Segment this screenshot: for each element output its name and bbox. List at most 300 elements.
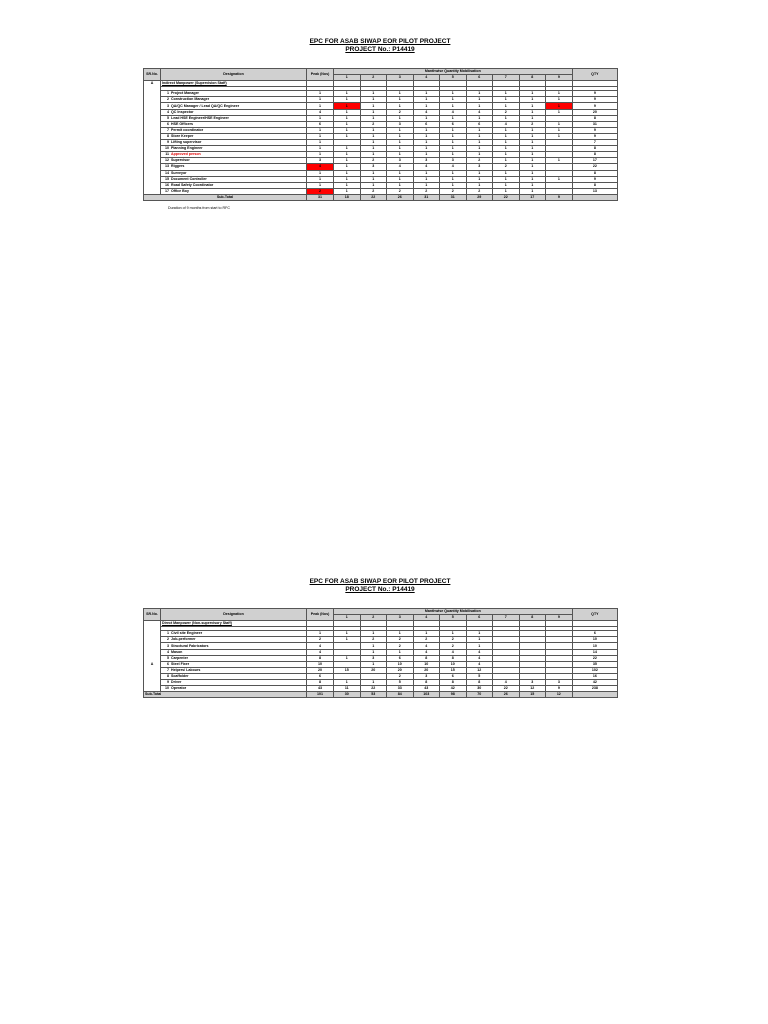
qty-cell: 9 <box>572 97 618 103</box>
peak-cell: 4 <box>307 649 334 655</box>
month-cell: 1 <box>360 103 387 109</box>
sr-cell: A <box>144 661 161 667</box>
month-header: 9 <box>546 615 573 621</box>
row-number: 11 <box>165 152 169 157</box>
month-cell: 1 <box>413 127 440 133</box>
month-cell: 1 <box>519 188 546 194</box>
month-cell: 1 <box>493 97 520 103</box>
month-cell: 1 <box>493 182 520 188</box>
row-number: 5 <box>167 115 169 120</box>
header-sr-no: SR.No. <box>144 69 161 81</box>
month-cell: 1 <box>466 643 493 649</box>
month-cell: 1 <box>413 176 440 182</box>
subtotal-month-cell: 29 <box>466 194 493 200</box>
month-cell: 1 <box>466 637 493 643</box>
month-cell: 2 <box>387 109 414 115</box>
qty-cell: 8 <box>572 146 618 152</box>
row-number: 8 <box>167 133 169 138</box>
month-header: 1 <box>334 615 361 621</box>
month-cell: 1 <box>387 649 414 655</box>
section-letter: A <box>144 81 161 87</box>
peak-cell: 1 <box>307 97 334 103</box>
month-cell: 1 <box>493 188 520 194</box>
month-cell: 1 <box>334 127 361 133</box>
month-cell: 1 <box>334 170 361 176</box>
designation-name: Lifting supervisor <box>171 140 202 145</box>
month-cell: 1 <box>360 661 387 667</box>
month-cell: 2 <box>360 188 387 194</box>
month-cell: 2 <box>360 121 387 127</box>
month-cell: 1 <box>360 631 387 637</box>
month-cell: 1 <box>546 176 573 182</box>
qty-cell: 42 <box>572 680 618 686</box>
month-cell: 2 <box>519 121 546 127</box>
month-cell: 1 <box>440 631 467 637</box>
month-cell: 10 <box>413 661 440 667</box>
month-cell: 1 <box>413 182 440 188</box>
month-cell: 3 <box>360 655 387 661</box>
peak-cell: 4 <box>307 643 334 649</box>
sheet2-title: EPC FOR ASAB SIWAP EOR PILOT PROJECT <box>309 578 451 585</box>
month-cell: 1 <box>387 146 414 152</box>
qty-cell: 14 <box>572 649 618 655</box>
month-header: 9 <box>546 75 573 81</box>
month-cell: 1 <box>413 170 440 176</box>
peak-cell: 1 <box>307 103 334 109</box>
peak-cell: 3 <box>307 158 334 164</box>
month-cell: 20 <box>360 667 387 673</box>
month-cell: 1 <box>466 170 493 176</box>
peak-cell: 1 <box>307 91 334 97</box>
month-cell: 2 <box>387 188 414 194</box>
qty-cell: 7 <box>572 140 618 146</box>
month-cell: 1 <box>334 655 361 661</box>
month-cell: 3 <box>387 158 414 164</box>
month-cell: 2 <box>440 643 467 649</box>
month-cell: 1 <box>519 91 546 97</box>
month-cell: 1 <box>493 140 520 146</box>
month-cell: 1 <box>360 146 387 152</box>
month-cell: 1 <box>466 103 493 109</box>
month-cell: 1 <box>519 176 546 182</box>
designation-name: Store Keeper <box>171 133 194 138</box>
subtotal-peak: 31 <box>307 194 334 200</box>
qty-cell: 22 <box>572 655 618 661</box>
peak-cell: 20 <box>307 667 334 673</box>
month-cell: 1 <box>334 176 361 182</box>
month-cell: 1 <box>334 152 361 158</box>
peak-cell: 1 <box>307 140 334 146</box>
peak-cell: 1 <box>307 127 334 133</box>
subtotal-month-cell: 18 <box>334 194 361 200</box>
month-cell: 1 <box>360 643 387 649</box>
peak-cell: 6 <box>307 673 334 679</box>
designation-name: Steel Fixer <box>171 661 190 666</box>
month-cell: 1 <box>360 176 387 182</box>
qty-cell: 9 <box>572 91 618 97</box>
month-cell: 1 <box>546 133 573 139</box>
peak-cell: 8 <box>307 655 334 661</box>
subtotal-peak: 101 <box>307 692 334 698</box>
qty-cell: 8 <box>572 152 618 158</box>
peak-cell: 1 <box>307 146 334 152</box>
qty-cell: 9 <box>572 127 618 133</box>
month-cell: 1 <box>519 170 546 176</box>
month-cell: 22 <box>493 686 520 692</box>
month-cell: 2 <box>387 643 414 649</box>
month-cell: 4 <box>440 649 467 655</box>
peak-cell: 2 <box>307 188 334 194</box>
month-cell: 1 <box>334 91 361 97</box>
qty-cell: 8 <box>572 170 618 176</box>
month-cell: 6 <box>413 121 440 127</box>
month-cell: 1 <box>440 170 467 176</box>
month-header: 4 <box>413 75 440 81</box>
month-cell: 3 <box>413 158 440 164</box>
sheet1-body <box>144 81 618 201</box>
month-header: 6 <box>466 615 493 621</box>
month-cell: 1 <box>440 127 467 133</box>
month-cell: 1 <box>519 109 546 115</box>
subtotal-month-cell: 70 <box>466 692 493 698</box>
month-header: 7 <box>493 75 520 81</box>
peak-cell: 4 <box>307 109 334 115</box>
month-cell: 1 <box>493 158 520 164</box>
month-cell: 1 <box>334 680 361 686</box>
month-cell: 1 <box>387 182 414 188</box>
row-number: 8 <box>167 673 169 678</box>
month-cell: 1 <box>387 176 414 182</box>
month-cell: 1 <box>440 133 467 139</box>
section-title: Indirect Manpower (Supervision Staff) <box>161 81 307 87</box>
month-cell: 1 <box>466 182 493 188</box>
month-cell: 1 <box>466 115 493 121</box>
month-header: 2 <box>360 615 387 621</box>
month-cell: 8 <box>413 655 440 661</box>
month-cell: 2 <box>387 673 414 679</box>
month-cell: 3 <box>413 673 440 679</box>
header-sr-no: SR.No. <box>144 609 161 621</box>
month-cell: 1 <box>493 103 520 109</box>
month-cell: 1 <box>334 164 361 170</box>
month-cell: 1 <box>387 631 414 637</box>
designation-name: Office Boy <box>171 188 189 193</box>
month-cell: 2 <box>440 637 467 643</box>
month-cell: 1 <box>387 91 414 97</box>
month-cell: 1 <box>360 182 387 188</box>
month-cell: 1 <box>466 97 493 103</box>
qty-cell: 31 <box>572 121 618 127</box>
month-cell: 1 <box>360 97 387 103</box>
month-cell: 4 <box>440 164 467 170</box>
peak-cell: 1 <box>307 152 334 158</box>
month-header: 8 <box>519 615 546 621</box>
subtotal-month-cell: 31 <box>413 194 440 200</box>
designation-name: Carpenter <box>171 655 188 660</box>
month-cell: 1 <box>387 170 414 176</box>
designation-name: Permit coordinator <box>171 127 204 132</box>
month-cell: 1 <box>360 680 387 686</box>
header-designation: Designation <box>161 609 307 621</box>
qty-cell: 10 <box>572 637 618 643</box>
subtotal-month-cell: 15 <box>519 692 546 698</box>
month-cell: 1 <box>493 170 520 176</box>
month-header: 8 <box>519 75 546 81</box>
month-cell: 1 <box>334 146 361 152</box>
month-cell: 5 <box>387 680 414 686</box>
month-cell: 11 <box>334 686 361 692</box>
month-cell: 1 <box>519 146 546 152</box>
row-number: 2 <box>167 97 169 102</box>
month-cell: 3 <box>387 121 414 127</box>
subtotal-month-cell: 31 <box>440 194 467 200</box>
month-cell: 2 <box>360 158 387 164</box>
month-cell: 4 <box>413 649 440 655</box>
month-cell: 1 <box>334 121 361 127</box>
month-cell: 2 <box>360 637 387 643</box>
designation-name: QA/QC Manager / Lead QA/QC Engineer <box>171 103 240 108</box>
qty-cell: 9 <box>572 133 618 139</box>
designation-name: Construction Manager <box>171 97 210 102</box>
row-number: 5 <box>167 655 169 660</box>
month-cell: 1 <box>387 152 414 158</box>
qty-cell: 9 <box>572 176 618 182</box>
month-cell: 4 <box>413 109 440 115</box>
month-cell: 8 <box>440 655 467 661</box>
peak-cell: 1 <box>307 631 334 637</box>
month-cell: 2 <box>493 109 520 115</box>
header-peak: Peak (Nos) <box>307 69 334 81</box>
month-cell: 2 <box>413 637 440 643</box>
header-monthwise: Manthwise Quantity Mobilisation <box>334 609 573 615</box>
month-header: 3 <box>387 75 414 81</box>
peak-cell: 43 <box>307 686 334 692</box>
row-number: 7 <box>167 667 169 672</box>
month-cell: 1 <box>519 152 546 158</box>
peak-cell: 10 <box>307 661 334 667</box>
peak-cell: 1 <box>307 133 334 139</box>
month-cell: 1 <box>493 146 520 152</box>
peak-cell: 1 <box>307 115 334 121</box>
month-cell: 1 <box>413 91 440 97</box>
designation-name: Driver <box>171 680 182 685</box>
month-header: 3 <box>387 615 414 621</box>
month-cell: 1 <box>546 127 573 133</box>
qty-cell: 9 <box>572 103 618 109</box>
designation-name: HSE Officers <box>171 121 193 126</box>
month-header: 7 <box>493 615 520 621</box>
month-cell: 1 <box>413 115 440 121</box>
month-cell: 1 <box>519 182 546 188</box>
month-cell: 1 <box>546 91 573 97</box>
subtotal-month-cell: 53 <box>360 692 387 698</box>
month-cell: 1 <box>440 152 467 158</box>
month-header: 1 <box>334 75 361 81</box>
month-cell: 1 <box>334 97 361 103</box>
month-cell: 10 <box>440 661 467 667</box>
month-cell: 1 <box>440 103 467 109</box>
row-number: 3 <box>167 103 169 108</box>
month-cell: 15 <box>334 667 361 673</box>
month-cell: 1 <box>360 115 387 121</box>
designation-name: Surveyor <box>171 170 187 175</box>
month-cell: 1 <box>519 164 546 170</box>
month-cell: 1 <box>493 133 520 139</box>
month-cell: 1 <box>440 140 467 146</box>
row-number: 7 <box>167 127 169 132</box>
header-peak: Peak (Nos) <box>307 609 334 621</box>
month-cell: 9 <box>546 686 573 692</box>
month-cell: 1 <box>519 158 546 164</box>
month-cell: 1 <box>413 140 440 146</box>
row-number: 3 <box>167 643 169 648</box>
header-qty: QTY <box>572 69 618 81</box>
month-header: 4 <box>413 615 440 621</box>
designation-name: QC Inspector <box>171 109 194 114</box>
month-header: 5 <box>440 615 467 621</box>
month-cell: 4 <box>493 680 520 686</box>
month-cell: 1 <box>387 115 414 121</box>
month-cell: 2 <box>493 164 520 170</box>
subtotal-month-cell: 84 <box>387 692 414 698</box>
qty-cell: 238 <box>572 686 618 692</box>
month-cell: 1 <box>360 127 387 133</box>
month-cell: 8 <box>413 680 440 686</box>
row-number: 4 <box>167 109 169 114</box>
designation-name: Approved person <box>171 152 201 157</box>
month-header: 6 <box>466 75 493 81</box>
month-cell: 1 <box>519 133 546 139</box>
month-cell: 1 <box>387 97 414 103</box>
month-cell: 3 <box>466 164 493 170</box>
peak-cell: 8 <box>307 680 334 686</box>
month-cell: 4 <box>440 109 467 115</box>
month-cell: 20 <box>413 667 440 673</box>
subtotal-label: Sub-Total <box>144 692 307 698</box>
month-cell: 4 <box>387 164 414 170</box>
month-cell: 2 <box>413 188 440 194</box>
subtotal-qty <box>572 692 618 698</box>
month-cell: 1 <box>440 115 467 121</box>
month-cell: 12 <box>519 686 546 692</box>
peak-cell: 4 <box>307 164 334 170</box>
row-number: 14 <box>165 170 169 175</box>
month-cell: 8 <box>440 680 467 686</box>
month-cell: 1 <box>387 127 414 133</box>
month-cell: 4 <box>466 661 493 667</box>
month-cell: 1 <box>334 103 361 109</box>
month-cell: 1 <box>466 146 493 152</box>
designation-name: Riggers <box>171 164 185 169</box>
row-number: 16 <box>165 182 169 187</box>
month-cell: 5 <box>466 673 493 679</box>
designation-name: Job-performer <box>171 637 196 642</box>
subtotal-month-cell: 22 <box>493 194 520 200</box>
month-cell: 1 <box>360 152 387 158</box>
designation-name: Road Safety Coordinator <box>171 182 214 187</box>
sheet2-project-number: PROJECT No.: P14419 <box>345 586 415 593</box>
peak-cell: 6 <box>307 121 334 127</box>
month-cell: 12 <box>466 667 493 673</box>
row-number: 1 <box>167 91 169 96</box>
month-cell: 1 <box>519 127 546 133</box>
qty-cell: 13 <box>572 188 618 194</box>
month-cell: 2 <box>466 158 493 164</box>
subtotal-month-cell: 30 <box>334 692 361 698</box>
designation-name: Helpers/ Labours <box>171 667 201 672</box>
header-designation: Designation <box>161 69 307 81</box>
peak-cell: 2 <box>307 637 334 643</box>
month-cell: 20 <box>387 667 414 673</box>
month-header: 2 <box>360 75 387 81</box>
month-cell: 1 <box>493 115 520 121</box>
month-cell: 2 <box>387 637 414 643</box>
month-cell: 10 <box>387 661 414 667</box>
month-cell: 4 <box>413 164 440 170</box>
month-cell: 2 <box>466 188 493 194</box>
month-cell: 1 <box>360 109 387 115</box>
row-number: 1 <box>167 631 169 636</box>
month-cell: 8 <box>466 680 493 686</box>
subtotal-row <box>144 194 618 200</box>
month-cell: 1 <box>360 140 387 146</box>
month-cell: 6 <box>387 655 414 661</box>
qty-cell: 20 <box>572 109 618 115</box>
month-cell: 3 <box>519 680 546 686</box>
month-cell: 1 <box>466 91 493 97</box>
month-cell: 1 <box>387 133 414 139</box>
row-number: 15 <box>165 176 169 181</box>
month-cell: 1 <box>546 158 573 164</box>
month-cell: 1 <box>493 127 520 133</box>
designation-name: Structural Fabricators <box>171 643 209 648</box>
month-cell: 4 <box>413 643 440 649</box>
month-cell: 1 <box>440 97 467 103</box>
month-cell: 1 <box>334 182 361 188</box>
subtotal-qty <box>572 194 618 200</box>
month-cell: 1 <box>546 97 573 103</box>
subtotal-month-cell: 17 <box>519 194 546 200</box>
designation-name: Mason <box>171 649 183 654</box>
month-cell: 4 <box>466 109 493 115</box>
row-number: 9 <box>167 680 169 685</box>
month-cell: 1 <box>413 97 440 103</box>
qty-cell: 22 <box>572 164 618 170</box>
section-title: Direct Manpower (Non-supervisory Staff) <box>161 621 307 627</box>
month-cell: 1 <box>493 152 520 158</box>
sheet1-project-number: PROJECT No.: P14419 <box>345 46 415 53</box>
month-cell: 1 <box>334 637 361 643</box>
row-number: 6 <box>167 661 169 666</box>
qty-cell: 6 <box>572 631 618 637</box>
row-number: 9 <box>167 140 169 145</box>
month-cell: 4 <box>466 649 493 655</box>
month-cell: 6 <box>466 121 493 127</box>
subtotal-month-cell: 22 <box>360 194 387 200</box>
month-cell: 1 <box>413 631 440 637</box>
month-cell: 2 <box>440 188 467 194</box>
qty-cell: 16 <box>572 673 618 679</box>
month-cell: 1 <box>466 140 493 146</box>
month-cell: 3 <box>360 164 387 170</box>
designation-name: Project Manager <box>171 91 199 96</box>
month-cell: 1 <box>466 133 493 139</box>
row-number: 4 <box>167 649 169 654</box>
month-cell: 1 <box>519 97 546 103</box>
qty-cell: 10 <box>572 643 618 649</box>
month-cell: 1 <box>440 146 467 152</box>
month-cell: 1 <box>466 152 493 158</box>
